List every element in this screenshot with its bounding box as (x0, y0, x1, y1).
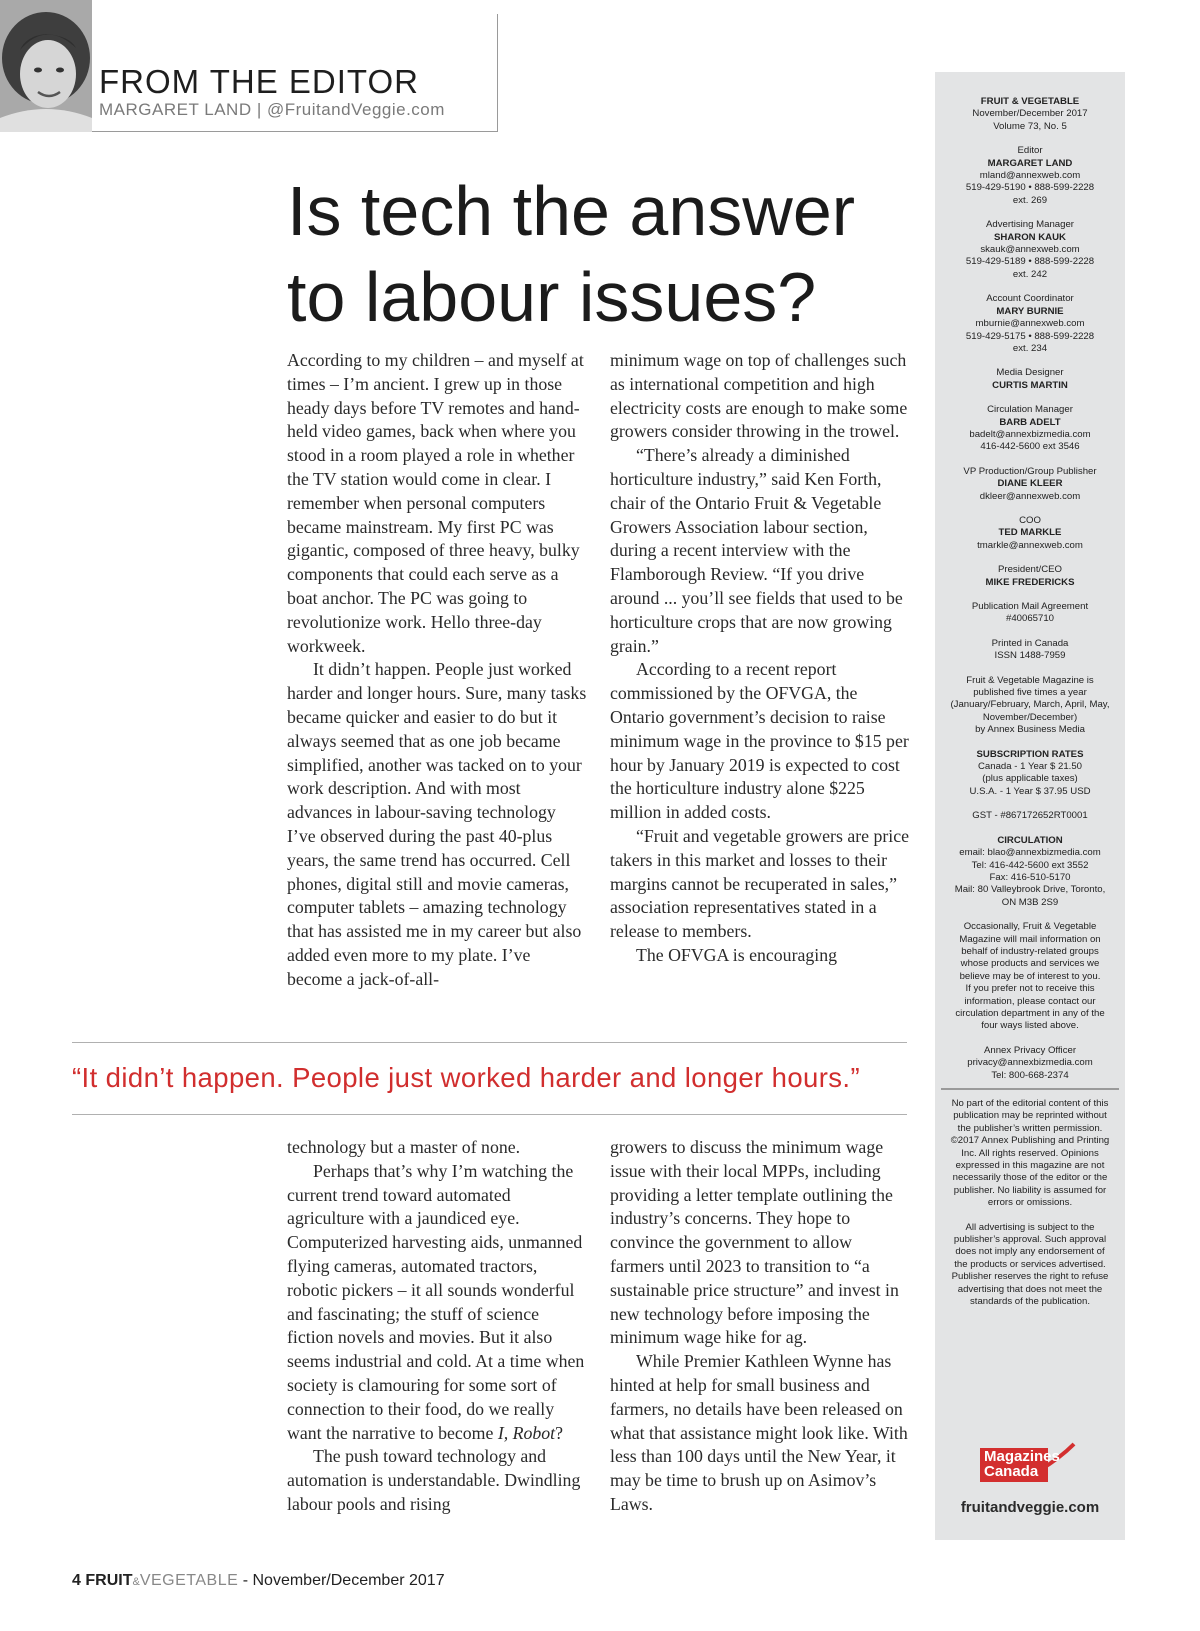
masthead-account-coordinator (935, 293, 1125, 355)
masthead-vp (935, 466, 1125, 503)
gst-number: GST - #867172652RT0001 (972, 810, 1088, 822)
paragraph: growers to discuss the minimum wage issue with their local MPPs, including providing a letter template outlining the industry’s concerns. They hope to convince the government to allow farmers until 2023 to transition to “a sustainable price structure” and invest in new technology before imposing the minimum wage hike for ag. (610, 1137, 899, 1348)
masthead-circulation-manager (935, 404, 1125, 454)
byline: MARGARET LAND | @FruitandVeggie.com (99, 100, 445, 119)
masthead-copyright (935, 1098, 1125, 1210)
line: by Annex Business Media (975, 724, 1085, 736)
paragraph: While Premier Kathleen Wynne has hinted at help for small business and farmers, no details have been released on what that assistance might look like. With less than 100 days until the New Year, it may be time to brush up on Asimov’s Laws. (610, 1351, 908, 1514)
page-footer (72, 1572, 445, 1590)
fax: Fax: 416-510-5170 (989, 871, 1071, 883)
editor-photo (0, 0, 92, 132)
email: mland@annexweb.com (979, 170, 1081, 182)
phone: 519-429-5189 • 888-599-2228 (965, 256, 1095, 268)
line: whose products and services we (960, 958, 1100, 970)
pull-quote-rule-top (72, 1042, 907, 1043)
person-name: MARY BURNIE (996, 305, 1064, 317)
line: All advertising is subject to the (965, 1221, 1095, 1233)
paragraph: minimum wage on top of challenges such as international competition and high electricity costs are enough to make some growers consider throwing in the trowel. (610, 350, 908, 442)
role: Editor (1017, 145, 1043, 157)
masthead-gst (935, 810, 1125, 822)
paragraph: It didn’t happen. People just worked harder and longer hours. Sure, many tasks became quicker and easier to do but it always seemed that as one job became simplified, another was tacked on to your work description. And with most advances in labour-saving technology I’ve observed during the past 40-plus years, the same trend has occurred. Cell phones, digital still and movie cameras, computer tablets – amazing technology that has assisted me in my career but also added even more to my plate. I’ve become a jack-of-all- (287, 659, 587, 989)
paragraph: According to a recent report commissioned by the OFVGA, the Ontario government’s decision to raise minimum wage in the province to $15 per hour by January 2019 is expected to cost the horticulture industry alone $225 million in added costs. (610, 659, 909, 823)
header-divider-vertical (497, 14, 498, 132)
line: U.S.A. - 1 Year $ 37.95 USD (969, 785, 1091, 797)
masthead-printed (935, 638, 1125, 663)
line: behalf of industry-related groups (961, 945, 1099, 957)
email: dkleer@annexweb.com (979, 490, 1081, 502)
person-name: TED MARKLE (998, 527, 1062, 539)
person-name: SHARON KAUK (994, 231, 1066, 243)
phone: Tel: 800-668-2374 (991, 1069, 1069, 1081)
masthead-sidebar (935, 72, 1125, 1540)
section-label: FROM THE EDITOR (99, 63, 419, 100)
line: information, please contact our (964, 995, 1096, 1007)
masthead-circulation (935, 835, 1125, 909)
masthead-published (935, 675, 1125, 737)
extension: ext. 269 (1012, 194, 1048, 206)
address: Mail: 80 Valleybrook Drive, Toronto, (954, 884, 1106, 896)
masthead-occasionally (935, 921, 1125, 1033)
phone: 519-429-5190 • 888-599-2228 (965, 182, 1095, 194)
masthead-advertising-policy (935, 1222, 1125, 1309)
masthead-editor (935, 145, 1125, 207)
email: privacy@annexbizmedia.com (967, 1057, 1093, 1069)
magazines-canada-logo (980, 1440, 1076, 1482)
publication-name: FRUIT & VEGETABLE (980, 96, 1080, 107)
value: ISSN 1488-7959 (994, 650, 1066, 662)
article-column-4 (610, 1136, 910, 1517)
line: November/December) (982, 711, 1078, 723)
line: Publisher reserves the right to refuse (951, 1271, 1109, 1283)
line: Inc. All rights reserved. Opinions (961, 1147, 1099, 1159)
line: Fruit & Vegetable Magazine is (966, 674, 1094, 686)
paragraph: The OFVGA is encouraging (636, 944, 837, 965)
article-column-3 (287, 1136, 587, 1517)
line: publisher. No liability is assumed for (953, 1184, 1107, 1196)
role: Circulation Manager (987, 404, 1073, 416)
volume: Volume 73, No. 5 (993, 120, 1067, 132)
line: four ways listed above. (981, 1020, 1079, 1032)
line: Occasionally, Fruit & Vegetable (963, 921, 1097, 933)
editor-portrait-image (0, 0, 92, 132)
footer-brand-amp: & (132, 1576, 140, 1588)
line: published five times a year (973, 687, 1087, 699)
line: necessarily those of the editor or the (952, 1172, 1108, 1184)
masthead-designer (935, 367, 1125, 392)
heading: CIRCULATION (997, 834, 1063, 846)
role: Advertising Manager (986, 219, 1074, 231)
email: tmarkle@annexweb.com (977, 539, 1083, 551)
line: Canada - 1 Year $ 21.50 (977, 761, 1083, 773)
line: Magazine will mail information on (959, 933, 1101, 945)
email: email: blao@annexbizmedia.com (959, 847, 1101, 859)
role: Annex Privacy Officer (983, 1044, 1077, 1056)
email: skauk@annexweb.com (980, 244, 1080, 256)
issue-date: November/December 2017 (972, 108, 1088, 120)
extension: ext. 234 (1012, 342, 1048, 354)
masthead-ad-manager (935, 219, 1125, 281)
person-name: BARB ADELT (999, 416, 1061, 428)
heading: SUBSCRIPTION RATES (976, 748, 1084, 760)
line: expressed in this magazine are not (955, 1160, 1105, 1172)
line: advertising that does not meet the (957, 1283, 1103, 1295)
paragraph (287, 1160, 587, 1446)
masthead-privacy (935, 1045, 1125, 1082)
line: standards of the publication. (969, 1296, 1090, 1308)
paragraph: “There’s already a diminished horticulture industry,” said Ken Forth, chair of the Ontario Fruit & Vegetable Growers Association labour section, during a recent interview with the Flamborough Review. “If you drive around ... you’ll see fields that used to be horticulture crops that are now growing grain.” (610, 445, 903, 656)
masthead-subscription (935, 749, 1125, 799)
line: No part of the editorial content of this (951, 1098, 1109, 1109)
line: publisher’s approval. Such approval (953, 1234, 1107, 1246)
headline-line-2: to labour issues? (287, 258, 817, 336)
line: the publisher’s written permission. (957, 1122, 1103, 1134)
paragraph-text-end: ? (555, 1422, 564, 1443)
book-title: I, Robot (497, 1422, 556, 1443)
article-column-1 (287, 349, 587, 992)
logo-text-line-2: Canada (984, 1463, 1039, 1480)
phone: Tel: 416-442-5600 ext 3552 (971, 859, 1089, 871)
role: Media Designer (996, 367, 1064, 379)
line: (plus applicable taxes) (982, 773, 1078, 785)
line: If you prefer not to receive this (965, 983, 1095, 995)
masthead-ceo (935, 564, 1125, 589)
phone: 519-429-5175 • 888-599-2228 (965, 330, 1095, 342)
line: publication may be reprinted without (953, 1110, 1107, 1122)
phone: 416-442-5600 ext 3546 (980, 441, 1080, 453)
footer-brand-fruit: FRUIT (85, 1572, 133, 1589)
value: #40065710 (1005, 613, 1055, 625)
page-number: 4 (72, 1572, 81, 1589)
role: President/CEO (998, 564, 1062, 576)
masthead-divider (941, 1088, 1119, 1090)
line: errors or omissions. (987, 1197, 1073, 1209)
paragraph: “Fruit and vegetable growers are price takers in this market and losses to their margins cannot be recuperated in sales,” association representatives stated in a release to members. (610, 825, 910, 942)
masthead-publication (935, 96, 1125, 133)
person-name: CURTIS MARTIN (992, 379, 1068, 391)
label: Publication Mail Agreement (971, 601, 1089, 612)
line: does not imply any endorsement of (955, 1246, 1105, 1258)
email: mburnie@annexweb.com (975, 318, 1085, 330)
line: the products or services advertised. (954, 1258, 1106, 1270)
masthead-mail-agreement (935, 601, 1125, 626)
header-divider-horizontal (92, 131, 498, 132)
person-name: MIKE FREDERICKS (985, 576, 1075, 588)
headline (287, 168, 887, 340)
article-column-2 (610, 349, 910, 968)
label: Printed in Canada (991, 637, 1069, 649)
logo-text-line-1: Magazines (984, 1448, 1060, 1465)
line: circulation department in any of the (955, 1007, 1105, 1019)
paragraph: According to my children – and myself at times – I’m ancient. I grew up in those heady days before TV remotes and hand-held video games, back when where you stood in a room played a role in whether the TV station would come in clear. I remember when personal computers became mainstream. My first PC was gigantic, composed of three heavy, bulky components that could each serve as a boat anchor. The PC was going to revolutionize work. Hello three-day workweek. (287, 350, 584, 656)
paragraph: technology but a master of none. (287, 1137, 521, 1157)
line: (January/February, March, April, May, (950, 699, 1110, 711)
role: COO (1019, 514, 1041, 526)
footer-brand-vegetable: VEGETABLE (139, 1572, 239, 1589)
pull-quote-rule-bottom (72, 1114, 907, 1115)
footer-issue: - November/December 2017 (238, 1572, 445, 1589)
masthead-coo (935, 515, 1125, 552)
pull-quote: “It didn’t happen. People just worked harder and longer hours.” (72, 1062, 861, 1093)
person-name: DIANE KLEER (997, 478, 1063, 490)
role: Account Coordinator (986, 293, 1074, 305)
paragraph: The push toward technology and automation is understandable. Dwindling labour pools and rising (287, 1446, 581, 1514)
email: badelt@annexbizmedia.com (969, 428, 1091, 440)
person-name: MARGARET LAND (987, 157, 1073, 169)
headline-line-1: Is tech the answer (287, 172, 856, 250)
website-url[interactable]: fruitandveggie.com (960, 1499, 1100, 1516)
extension: ext. 242 (1012, 268, 1048, 280)
paragraph-text: Perhaps that’s why I’m watching the current trend toward automated agriculture with a jaundiced eye. Computerized harvesting aids, unmanned flying cameras, automated tractors, robotic pickers – it all sounds wonderful and fascinating; the stuff of science fiction novels and movies. But it also seems industrial and cold. At a time when society is clamouring for some sort of connection to their food, do we really want the narrative to become (287, 1160, 585, 1443)
role: VP Production/Group Publisher (963, 465, 1097, 477)
postal-code: ON M3B 2S9 (1001, 896, 1059, 908)
line: believe may be of interest to you. (959, 970, 1101, 982)
line: ©2017 Annex Publishing and Printing (950, 1135, 1110, 1147)
